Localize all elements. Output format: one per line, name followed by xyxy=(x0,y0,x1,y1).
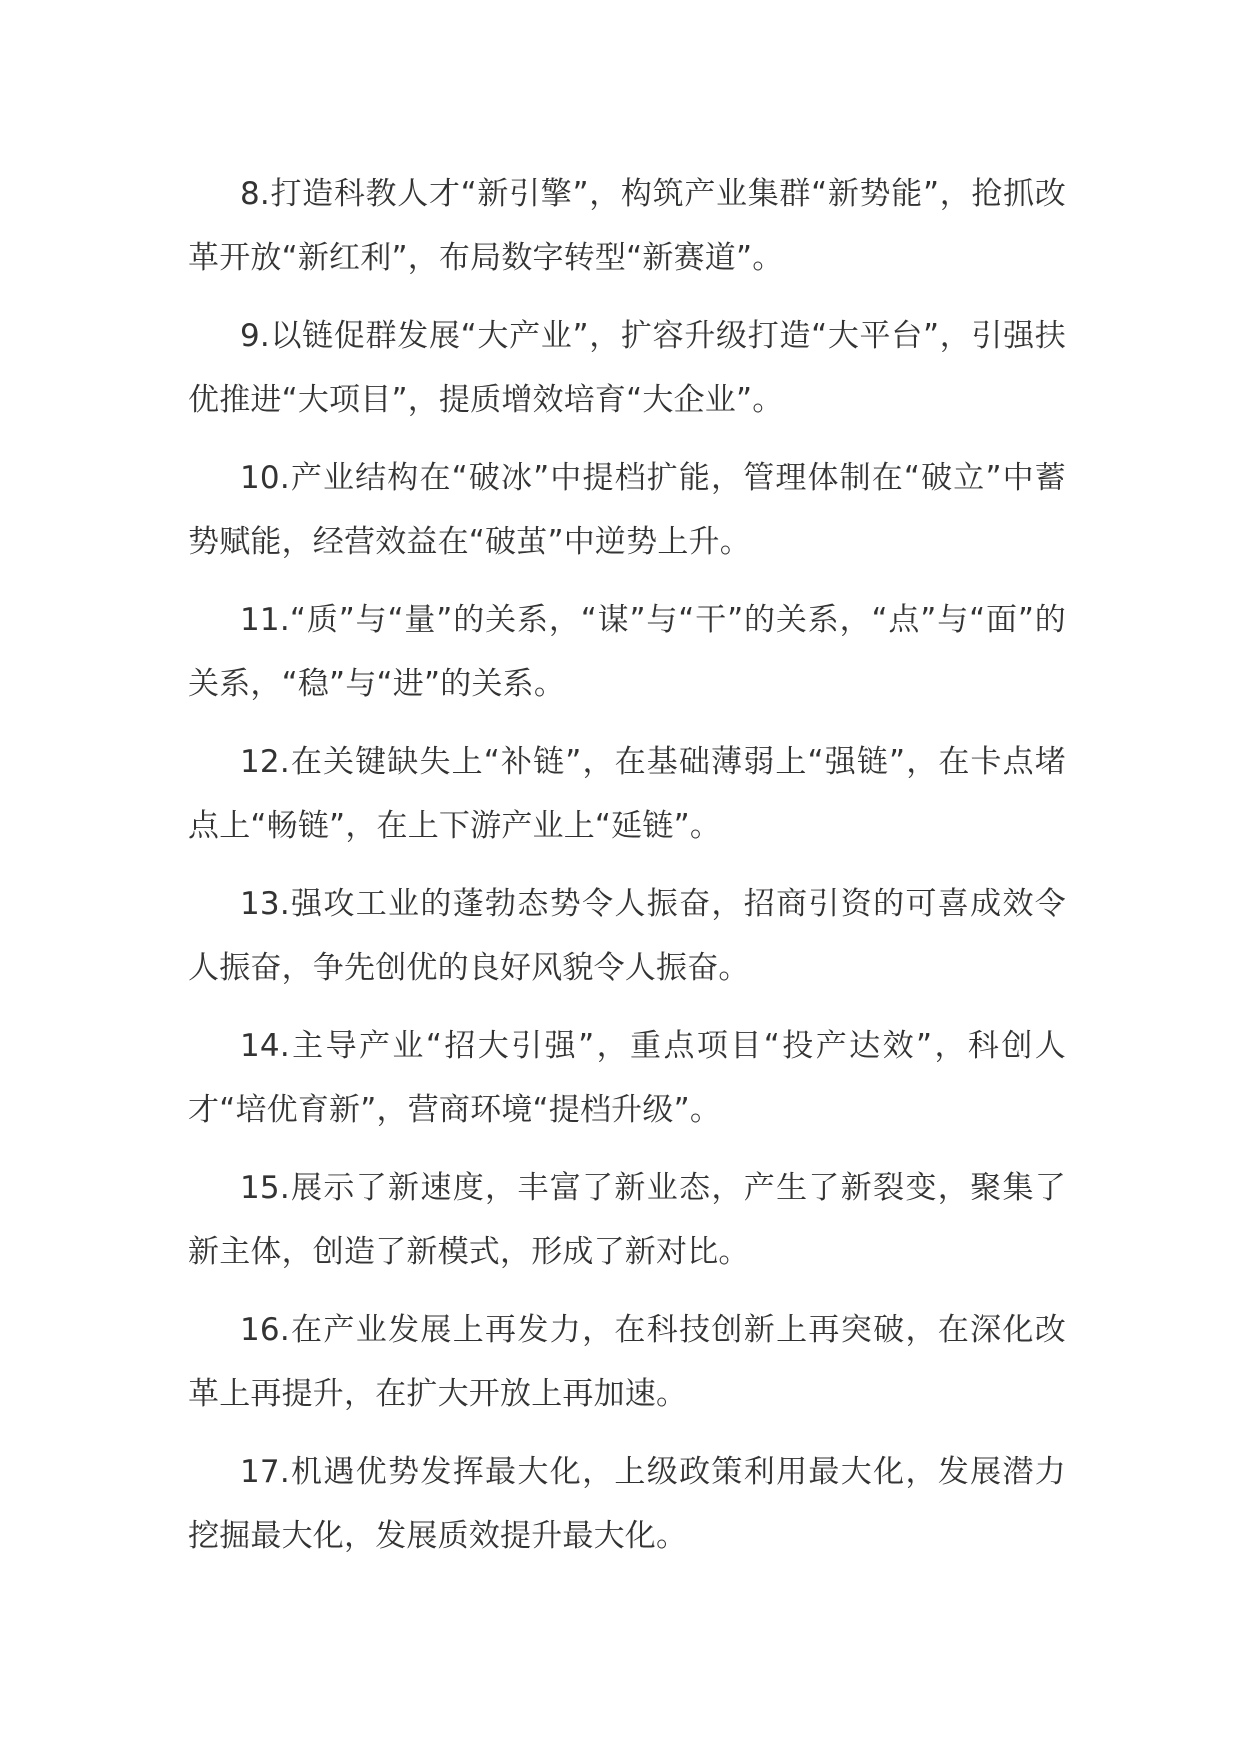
paragraph-10: 10.产业结构在“破冰”中提档扩能，管理体制在“破立”中蓄势赋能，经营效益在“破茧”中逆势上升。 xyxy=(188,460,1066,560)
document-body xyxy=(188,162,1066,1582)
paragraph-8: 8.打造科教人才“新引擎”，构筑产业集群“新势能”，抢抓改革开放“新红利”，布局数字转型“新赛道”。 xyxy=(188,176,1066,276)
paragraph-11: 11.“质”与“量”的关系，“谋”与“干”的关系，“点”与“面”的关系，“稳”与“进”的关系。 xyxy=(188,602,1066,702)
paragraph-15: 15.展示了新速度，丰富了新业态，产生了新裂变，聚集了新主体，创造了新模式，形成了新对比。 xyxy=(188,1170,1066,1270)
paragraph-14: 14.主导产业“招大引强”，重点项目“投产达效”，科创人才“培优育新”，营商环境“提档升级”。 xyxy=(188,1028,1066,1128)
paragraph-13: 13.强攻工业的蓬勃态势令人振奋，招商引资的可喜成效令人振奋，争先创优的良好风貌令人振奋。 xyxy=(188,886,1066,986)
paragraph-16: 16.在产业发展上再发力，在科技创新上再突破，在深化改革上再提升，在扩大开放上再加速。 xyxy=(188,1312,1066,1412)
paragraph-17: 17.机遇优势发挥最大化，上级政策利用最大化，发展潜力挖掘最大化，发展质效提升最大化。 xyxy=(188,1454,1066,1554)
paragraph-9: 9.以链促群发展“大产业”，扩容升级打造“大平台”，引强扶优推进“大项目”，提质增效培育“大企业”。 xyxy=(188,318,1066,418)
paragraph-12: 12.在关键缺失上“补链”，在基础薄弱上“强链”，在卡点堵点上“畅链”，在上下游产业上“延链”。 xyxy=(188,744,1066,844)
